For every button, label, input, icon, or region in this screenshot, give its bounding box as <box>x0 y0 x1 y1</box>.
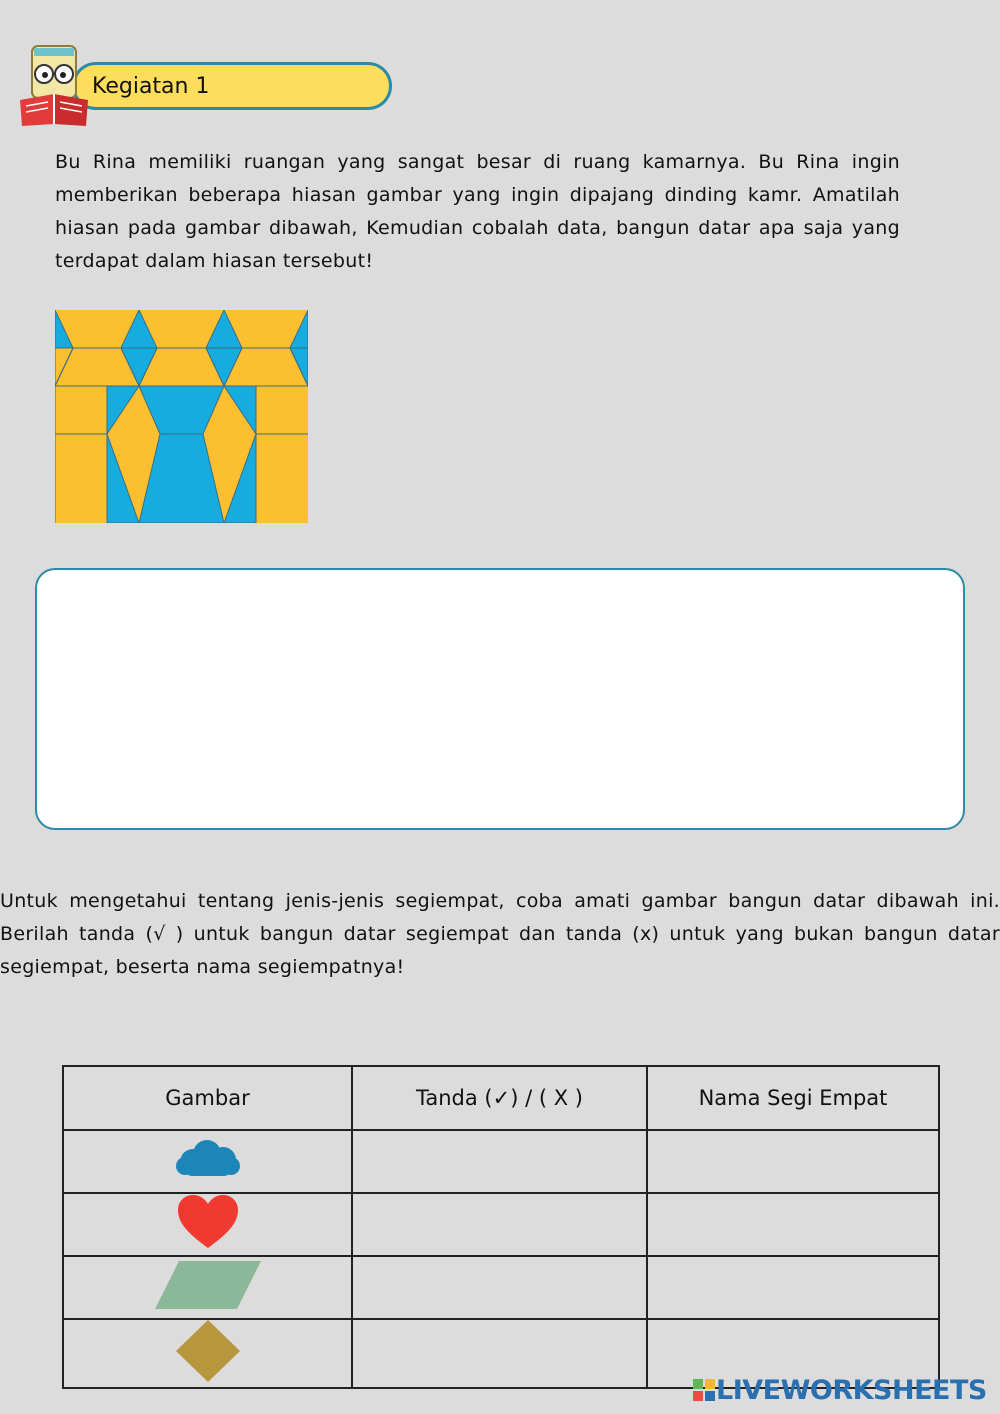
table-row <box>63 1256 939 1319</box>
liveworksheets-watermark <box>692 1373 987 1407</box>
intro-paragraph: Bu Rina memiliki ruangan yang sangat besar di ruang kamarnya. Bu Rina ingin memberikan beberapa hiasan gambar yang ingin dipajang dinding kamr. Amatilah hiasan pada gambar dibawah, Kemudian cobalah data, bangun datar apa saja yang terdapat dalam hiasan tersebut! <box>55 151 900 272</box>
name-cell[interactable] <box>647 1193 939 1256</box>
parallelogram-shape-icon <box>153 1259 263 1311</box>
liveworksheets-logo-icon <box>692 1378 716 1402</box>
heart-shape-icon <box>176 1194 240 1250</box>
shape-cell <box>63 1130 352 1193</box>
shape-cell <box>63 1193 352 1256</box>
name-cell[interactable] <box>647 1130 939 1193</box>
instructions-paragraph: Untuk mengetahui tentang jenis-jenis segiempat, coba amati gambar bangun datar dibawah ini. Berilah tanda (√ ) untuk bangun datar segiempat dan tanda (x) untuk yang bukan bangun datar segiempat, beserta nama segiempatnya! <box>0 890 1000 978</box>
watermark-text: LIVEWORKSHEETS <box>716 1374 987 1406</box>
name-cell[interactable] <box>647 1256 939 1319</box>
header-nama: Nama Segi Empat <box>647 1066 939 1130</box>
activity-header <box>14 40 394 130</box>
table-row <box>63 1193 939 1256</box>
cloud-shape-icon <box>173 1136 243 1182</box>
header-tanda: Tanda (✓) / ( X ) <box>352 1066 647 1130</box>
table-header-row <box>63 1066 939 1130</box>
mark-cell[interactable] <box>352 1130 647 1193</box>
header-gambar: Gambar <box>63 1066 352 1130</box>
mark-cell[interactable] <box>352 1193 647 1256</box>
activity-title: Kegiatan 1 <box>92 74 210 99</box>
mark-cell[interactable] <box>352 1256 647 1319</box>
rhombus-shape-icon <box>174 1320 242 1382</box>
shape-cell <box>63 1256 352 1319</box>
answer-textbox[interactable] <box>35 568 965 830</box>
shapes-table <box>62 1065 940 1389</box>
shape-cell <box>63 1319 352 1388</box>
wall-decoration-artwork <box>55 310 308 523</box>
book-reading-mascot-icon <box>14 40 94 130</box>
table-row <box>63 1130 939 1193</box>
mark-cell[interactable] <box>352 1319 647 1388</box>
